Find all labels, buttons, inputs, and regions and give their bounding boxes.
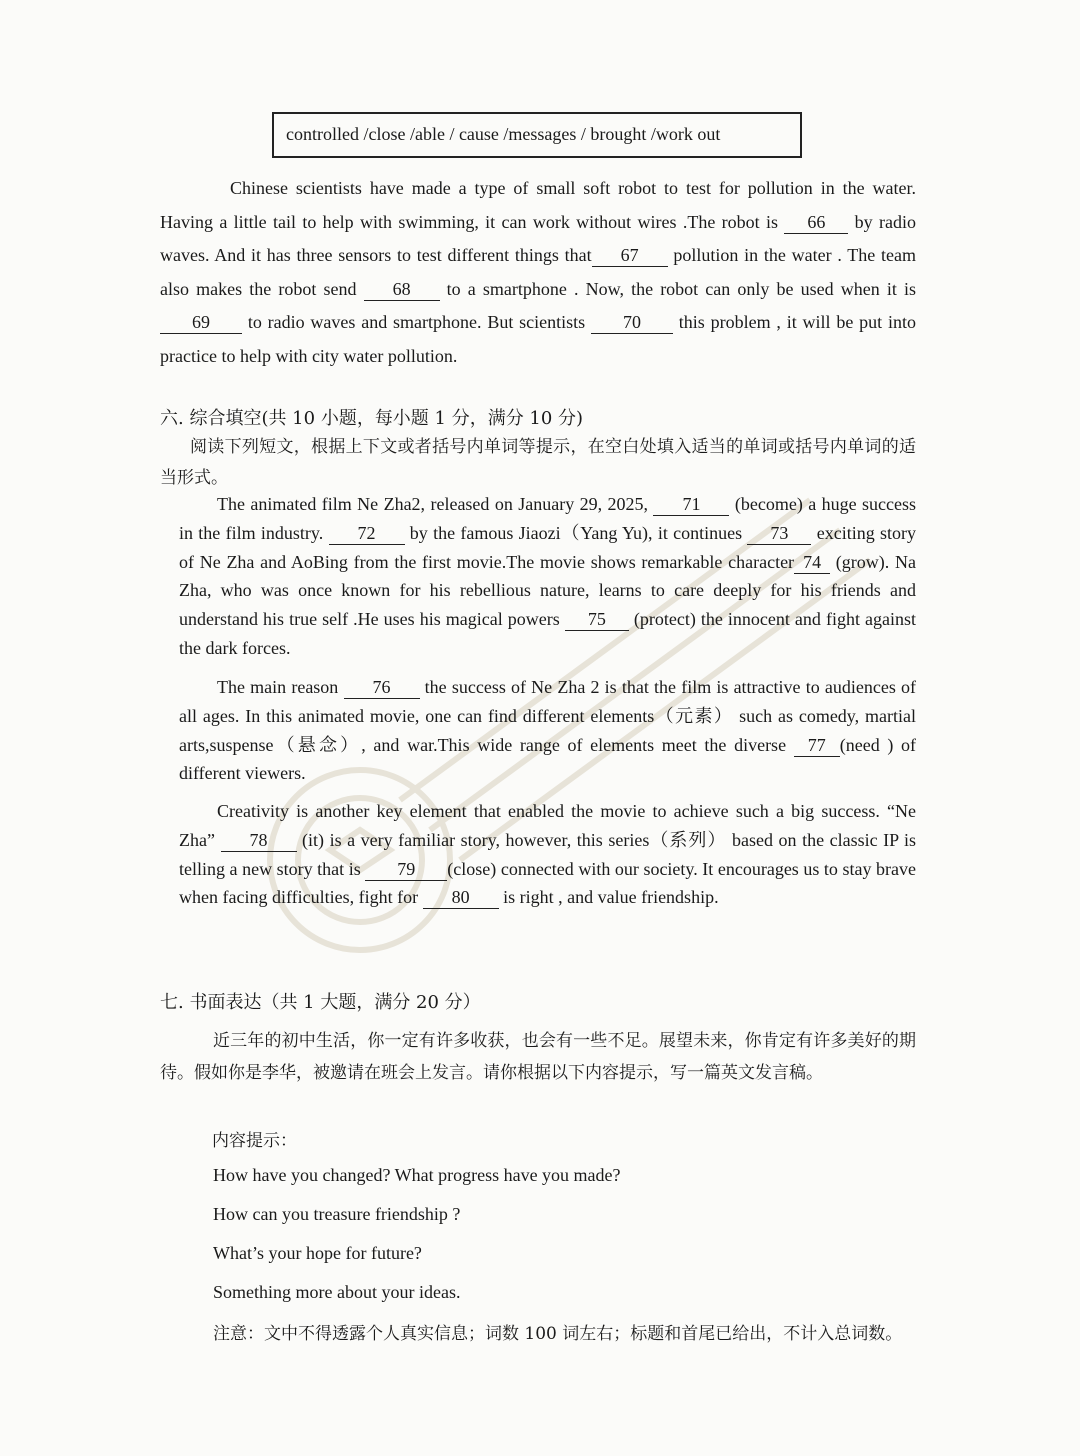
- passage-nezha-1: The animated film Ne Zha2, released on January 29, 2025, 71 (become) a huge success in the film industry. 72 by the famous Jiaozi（Yang Yu), it continues 73 exciting story of Ne Zha and AoBing from the first movie.The movie shows remarkable character 74 (grow). Na Zha, who was once known for his rebellious nature, learns to care deeply for his friends and understand his true self .He uses his magical powers 75 (protect) the innocent and fight against the dark forces.: [179, 494, 917, 658]
- hints-title: 内容提示：: [212, 1131, 297, 1151]
- passage-nezha-2: The main reason 76 the success of Ne Zha 2 is that the film is attractive to audiences of all ages. In this animated movie, one can find different elements（元素） such as comedy, martial arts,suspense（悬念）, and war.This wide range of elements meet the diverse 77 (need ) of different viewers.: [179, 677, 917, 784]
- blank-77[interactable]: 77: [794, 734, 840, 757]
- blank-66[interactable]: 66: [784, 211, 848, 234]
- hint-item: Something more about your ideas.: [213, 1282, 461, 1302]
- blank-72[interactable]: 72: [329, 522, 405, 545]
- hint-item: How have you changed? What progress have you made?: [213, 1165, 621, 1185]
- blank-79[interactable]: 79: [365, 858, 447, 881]
- hint-item: What’s your hope for future?: [213, 1243, 422, 1263]
- writing-note: 注意：文中不得透露个人真实信息；词数 100 词左右；标题和首尾已给出，不计入总词数。: [213, 1324, 903, 1344]
- section-7-heading: 七. 书面表达（共 1 大题，满分 20 分）: [160, 992, 481, 1013]
- section-6-instruction: 阅读下列短文，根据上下文或者括号内单词等提示，在空白处填入适当的单词或括号内单词的适当形式。: [160, 437, 916, 488]
- blank-68[interactable]: 68: [364, 278, 440, 301]
- word-bank-box: controlled /close /able / cause /messages / brought /work out: [272, 112, 802, 158]
- blank-80[interactable]: 80: [423, 886, 499, 909]
- passage-robot: Chinese scientists have made a type of small soft robot to test for pollution in the water. Having a little tail to help with swimming, it can work without wires .The robot is 66 by radio waves. And it has three sensors to test different things that 67 pollution in the water . The team also makes the robot send 68 to a smartphone . Now, the robot can only be used when it is 69 to radio waves and smartphone. But scientists 70 this problem , it will be put into practice to help with city water pollution.: [160, 178, 917, 366]
- writing-prompt: 近三年的初中生活，你一定有许多收获，也会有一些不足。展望未来，你肯定有许多美好的期待。假如你是李华，被邀请在班会上发言。请你根据以下内容提示，写一篇英文发言稿。: [160, 1031, 916, 1083]
- blank-75[interactable]: 75: [565, 608, 629, 631]
- blank-69[interactable]: 69: [160, 311, 242, 334]
- blank-74[interactable]: 74: [794, 551, 830, 574]
- passage-nezha-3: Creativity is another key element that enabled the movie to achieve such a big success. “Ne Zha” 78 (it) is a very familiar story, however, this series（系列） based on the classic IP is telling a new story that is 79 (close) connected with our society. It encourages us to stay brave when facing difficulties, fight for 80 is right , and value friendship.: [179, 801, 917, 908]
- blank-71[interactable]: 71: [653, 493, 729, 516]
- blank-73[interactable]: 73: [747, 522, 811, 545]
- section-6-heading: 六. 综合填空(共 10 小题，每小题 1 分，满分 10 分): [160, 408, 584, 429]
- blank-78[interactable]: 78: [221, 829, 297, 852]
- blank-70[interactable]: 70: [591, 311, 673, 334]
- hint-item: How can you treasure friendship ?: [213, 1204, 461, 1224]
- blank-76[interactable]: 76: [344, 676, 420, 699]
- blank-67[interactable]: 67: [592, 244, 668, 267]
